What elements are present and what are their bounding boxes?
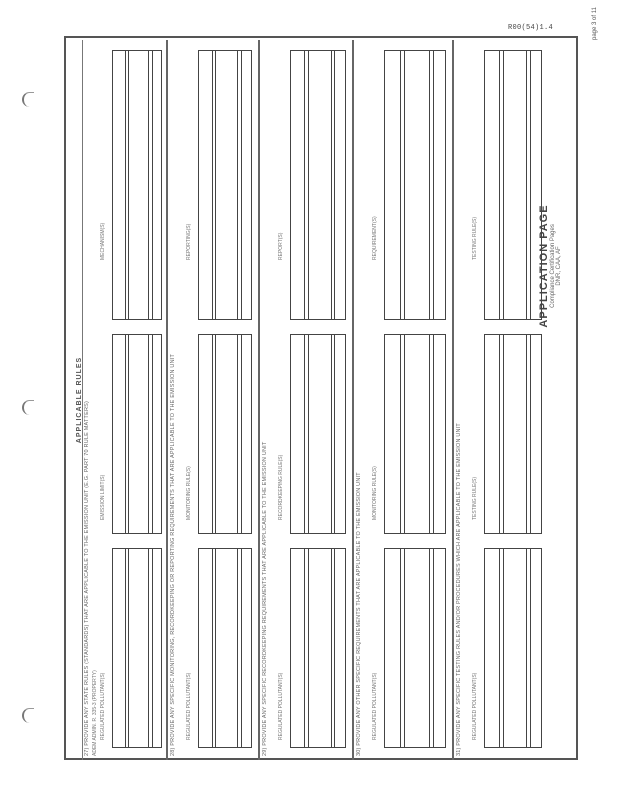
recordkeeping-input-box[interactable]: [290, 334, 346, 534]
column-label-requirement: REQUIREMENT(S): [372, 216, 378, 260]
applicable-rules-form: [64, 36, 578, 760]
section-recordkeeping: [260, 40, 354, 760]
column-label-mechanism: MECHANISM(S): [100, 222, 106, 260]
section-subtitle: ADEM ADMIN. R. 335-3 (PROPERTY): [92, 670, 98, 756]
rotated-form-content: [68, 40, 578, 760]
column-label-monitoring: MONITORING RULE(S): [186, 466, 192, 520]
section-title: 31) PROVIDE ANY SPECIFIC TESTING RULES AND/OR PROCEDURES WHICH ARE APPLICABLE TO THE EMISSION UNIT: [456, 423, 462, 756]
column-label-pollutant: REGULATED POLLUTANT(S): [278, 672, 284, 740]
section-title: 28) PROVIDE ANY SPECIFIC MONITORING, RECORDKEEPING OR REPORTING REQUIREMENTS THAT ARE APPLICABLE TO THE EMISSION UNIT: [170, 353, 176, 756]
section-title: 29) PROVIDE ANY SPECIFIC RECORDKEEPING REQUIREMENTS THAT ARE APPLICABLE TO THE EMISSION UNIT: [262, 441, 268, 756]
footer-line-2: DNR, CAA, AF: [556, 246, 562, 286]
section-testing: [454, 40, 550, 760]
page-number: page 3 of 11: [592, 7, 598, 40]
column-label-testing: TESTING RULE(S): [472, 476, 478, 520]
punch-hole-middle: [22, 400, 34, 415]
form-header-title: APPLICABLE RULES: [76, 356, 83, 444]
punch-hole-bottom: [22, 708, 34, 723]
footer-line-1: Compliance Certification Pages: [550, 224, 556, 308]
column-label-monitoring: MONITORING RULE(S): [372, 466, 378, 520]
column-label-reporting: REPORTING(S): [186, 223, 192, 260]
testing-input-box[interactable]: [484, 334, 542, 534]
column-label-testing-2: TESTING RULE(S): [472, 216, 478, 260]
section-state-rules: [82, 40, 168, 760]
pollutant-input-box[interactable]: [112, 548, 162, 748]
section-title: 30) PROVIDE ANY OTHER SPECIFIC REQUIREMENTS THAT ARE APPLICABLE TO THE EMISSION UNIT: [356, 472, 362, 756]
monitoring-input-box[interactable]: [198, 334, 252, 534]
column-label-pollutant: REGULATED POLLUTANT(S): [186, 672, 192, 740]
pollutant-input-box[interactable]: [290, 548, 346, 748]
monitoring-input-box[interactable]: [384, 334, 446, 534]
section-monitoring: [168, 40, 260, 760]
mechanism-input-box[interactable]: [112, 50, 162, 320]
testing-input-box-2[interactable]: [484, 50, 542, 320]
column-label-pollutant: REGULATED POLLUTANT(S): [100, 672, 106, 740]
report-input-box[interactable]: [290, 50, 346, 320]
pollutant-input-box[interactable]: [198, 548, 252, 748]
pollutant-input-box[interactable]: [484, 548, 542, 748]
pollutant-input-box[interactable]: [384, 548, 446, 748]
column-label-recordkeeping: RECORDKEEPING RULE(S): [278, 454, 284, 520]
column-label-report: REPORT(S): [278, 232, 284, 260]
requirement-input-box[interactable]: [384, 50, 446, 320]
document-id: R00(54)1.4: [508, 24, 554, 32]
section-other-requirements: [354, 40, 454, 760]
footer-title: APPLICATION PAGE: [538, 204, 550, 328]
column-label-pollutant: REGULATED POLLUTANT(S): [372, 672, 378, 740]
reporting-input-box[interactable]: [198, 50, 252, 320]
form-header: [68, 40, 83, 760]
limit-input-box[interactable]: [112, 334, 162, 534]
punch-hole-top: [22, 92, 34, 107]
column-label-limit: EMISSION LIMIT(S): [100, 474, 106, 520]
section-title: 27) PROVIDE ANY STATE RULES (STANDARDS) THAT ARE APPLICABLE TO THE EMISSION UNIT (E.G. PART 70 RULE MATTERS): [84, 400, 90, 756]
column-label-pollutant: REGULATED POLLUTANT(S): [472, 672, 478, 740]
application-page-footer: [538, 186, 562, 346]
